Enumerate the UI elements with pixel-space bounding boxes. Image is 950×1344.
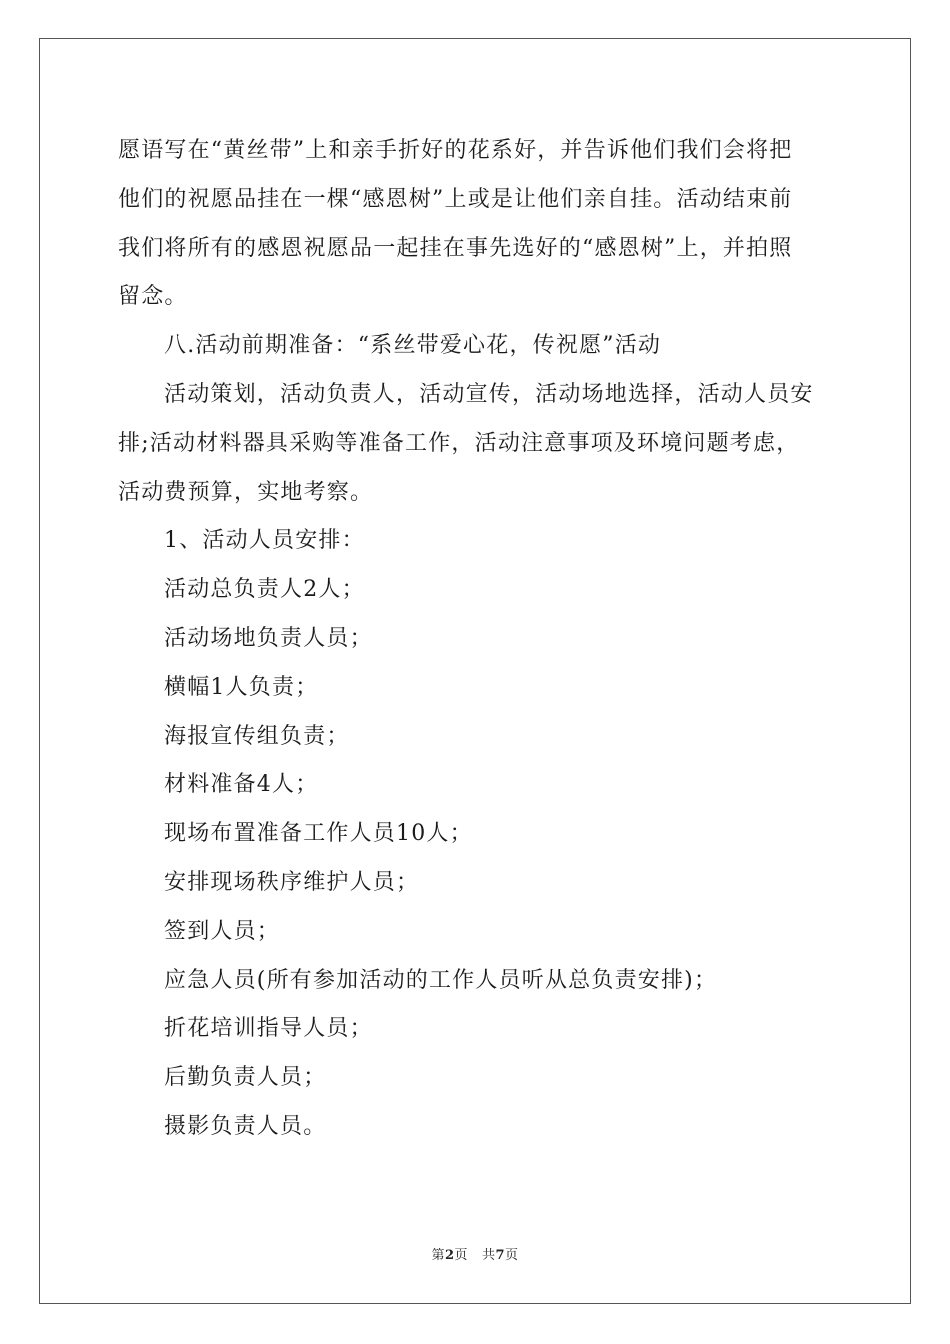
list-item: 安排现场秩序维护人员； (164, 869, 420, 895)
text-line-2: 他们的祝愿品挂在一棵“感恩树”上或是让他们亲自挂。活动结束前 (118, 186, 793, 212)
list-item: 材料准备4人； (164, 772, 319, 798)
page-footer (0, 1244, 950, 1263)
list-item: 海报宣传组负责； (164, 723, 350, 749)
list-item: 后勤负责人员； (164, 1065, 327, 1091)
list-item: 现场布置准备工作人员10人； (164, 821, 473, 847)
text-line-7: 排;活动材料器具采购等准备工作，活动注意事项及环境问题考虑， (118, 430, 800, 456)
page-prefix: 第 (431, 1248, 445, 1263)
list-item: 摄影负责人员。 (164, 1113, 327, 1139)
text-line-3: 我们将所有的感恩祝愿品一起挂在事先选好的“感恩树”上，并拍照 (118, 235, 793, 261)
section-heading-8: 八.活动前期准备：“系丝带爱心花，传祝愿”活动 (164, 333, 662, 359)
text-line-1: 愿语写在“黄丝带”上和亲手折好的花系好，并告诉他们我们会将把 (118, 138, 793, 163)
page-suffix: 页 (454, 1248, 469, 1263)
list-item: 活动场地负责人员； (164, 625, 373, 651)
list-item: 横幅1人负责； (164, 674, 319, 700)
list-item: 签到人员； (164, 918, 281, 944)
page-number: 2 (444, 1248, 455, 1263)
total-prefix: 共 (481, 1248, 496, 1263)
text-line-6: 活动策划，活动负责人，活动宣传，活动场地选择，活动人员安 (164, 381, 814, 407)
list-item: 折花培训指导人员； (164, 1016, 373, 1042)
text-line-4: 留念。 (118, 284, 188, 310)
text-line-8: 活动费预算，实地考察。 (118, 479, 374, 505)
subsection-heading-1: 1、活动人员安排： (164, 528, 365, 554)
total-pages: 7 (495, 1248, 506, 1263)
total-suffix: 页 (505, 1248, 519, 1263)
document-body (118, 127, 834, 1152)
list-item: 应急人员(所有参加活动的工作人员听从总负责安排)； (164, 967, 718, 993)
list-item: 活动总负责人2人； (164, 577, 365, 603)
